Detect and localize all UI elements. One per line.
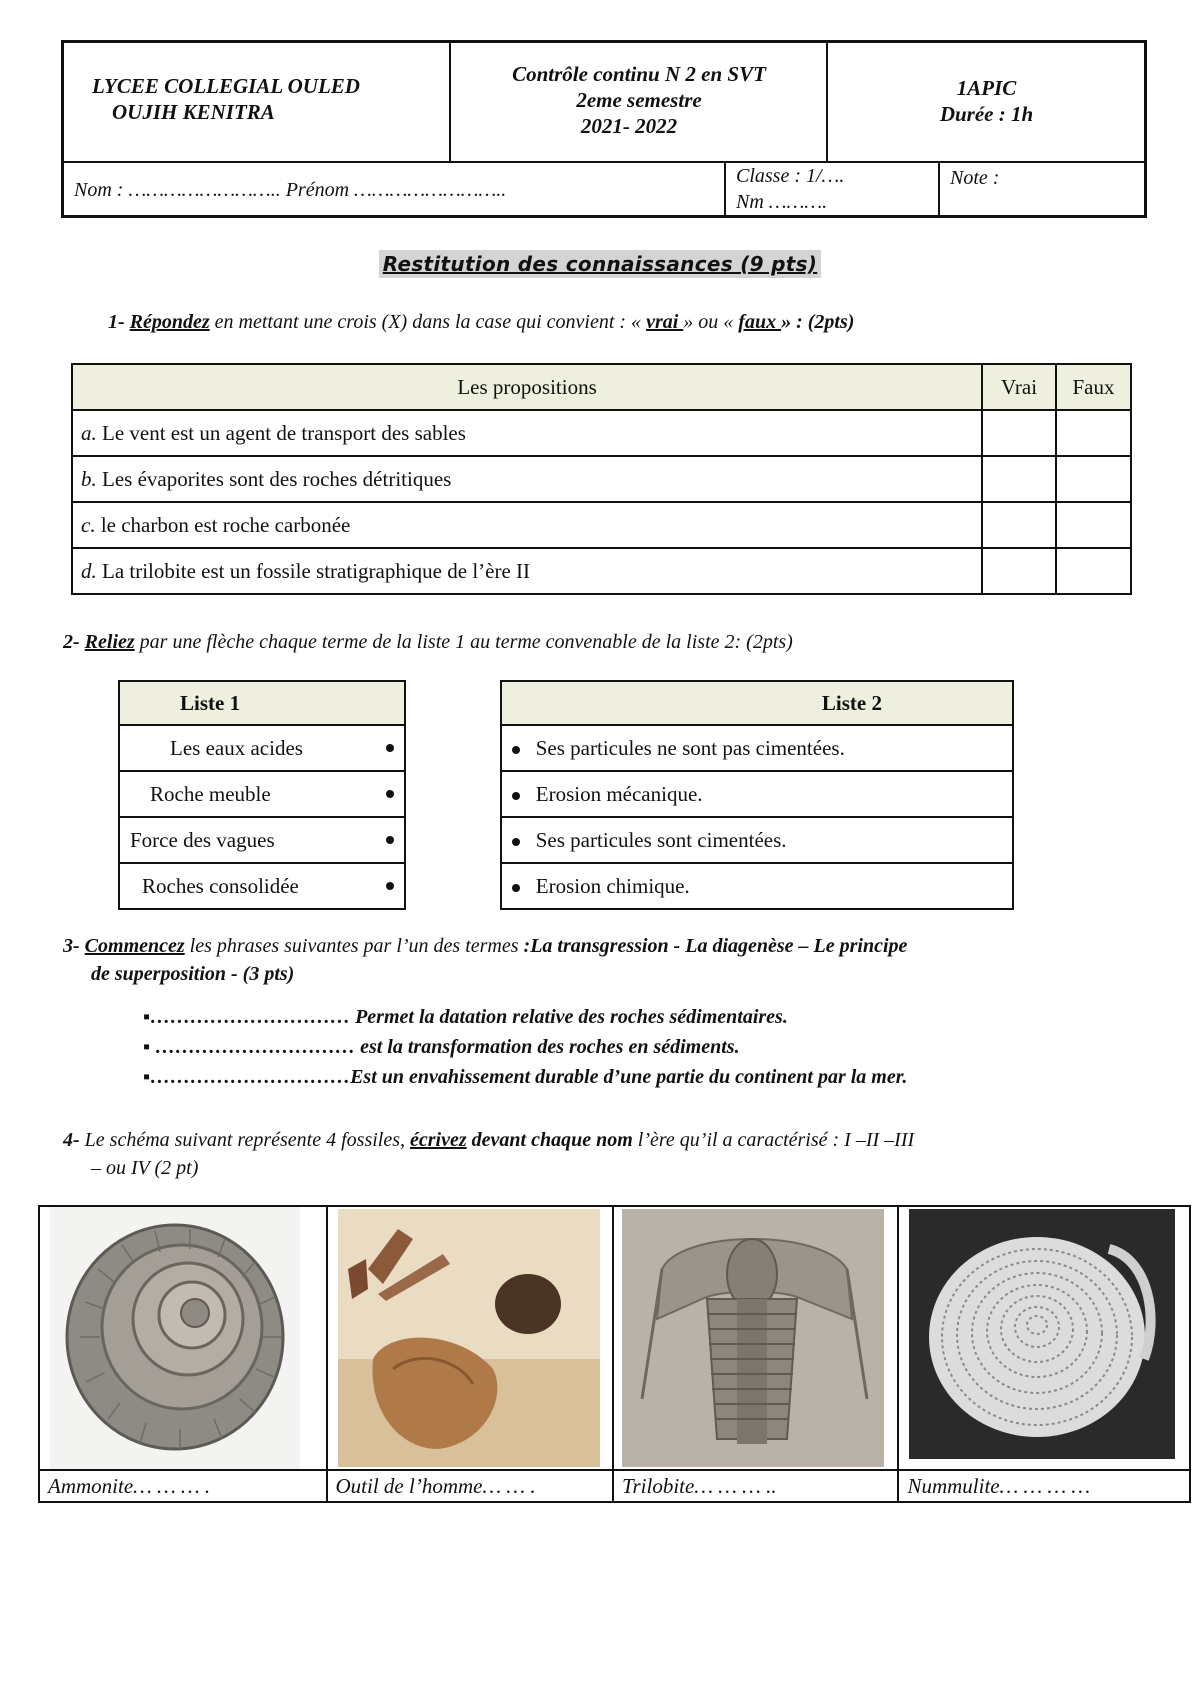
bullet-dot-icon[interactable] [386,882,394,890]
school-name: LYCEE COLLEGIAL OULED OUJIH KENITRA [92,74,360,124]
question-1: 1- Répondez en mettant une crois (X) dans la case qui convient : « vrai » ou « faux » : (2pts) [108,311,855,333]
bullet-dot-icon[interactable] [512,792,520,800]
liste-2-item[interactable]: Ses particules sont cimentées. [501,817,1013,863]
sentence-item: ▪…………………………Est un envahissement durable d’une partie du continent par la mer. [143,1066,908,1088]
liste-1-item[interactable]: Roche meuble [119,771,405,817]
trilobite-image [614,1207,897,1469]
liste-2-title: Liste 2 [501,681,1013,725]
sentence-item: ▪ ………………………… est la transformation des roches en sédiments. [143,1036,740,1058]
section-title: Restitution des connaissances (9 pts) [0,252,1200,276]
liste-1-title: Liste 1 [119,681,405,725]
liste-1-item[interactable]: Force des vagues [119,817,405,863]
header-box [61,40,1147,218]
fossil-caption: Trilobite… … … .. [613,1470,898,1502]
sentence-item: ▪………………………… Permet la datation relative des roches sédimentaires. [143,1006,788,1028]
note-field-label: Note : [950,167,1000,189]
faux-checkbox[interactable] [1056,502,1131,548]
table-row: d. La trilobite est un fossile stratigraphique de l’ère II [72,548,1131,594]
table-row: c. le charbon est roche carbonée [72,502,1131,548]
exam-info: Contrôle continu N 2 en SVT 2eme semestre 2021- 2022 [512,62,766,138]
liste-1-table [118,680,406,910]
table-row: a. Le vent est un agent de transport des sables [72,410,1131,456]
bullet-dot-icon[interactable] [386,790,394,798]
fossils-table [38,1205,1191,1503]
liste-2-item[interactable]: Ses particules ne sont pas cimentées. [501,725,1013,771]
bullet-dot-icon[interactable] [386,836,394,844]
col-propositions: Les propositions [72,364,982,410]
faux-checkbox[interactable] [1056,456,1131,502]
col-faux: Faux [1056,364,1131,410]
level-duration: 1APIC Durée : 1h [939,76,1034,126]
fossil-caption: Nummulite… … … … [898,1470,1190,1502]
liste-2-item[interactable]: Erosion mécanique. [501,771,1013,817]
faux-checkbox[interactable] [1056,548,1131,594]
class-field-label: Classe : 1/…. Nm ………. [736,165,845,213]
table-row: b. Les évaporites sont des roches détritiques [72,456,1131,502]
fossil-caption: Outil de l’homme… … . [327,1470,613,1502]
fossil-cell [327,1206,613,1470]
fossil-cell [898,1206,1190,1470]
col-vrai: Vrai [982,364,1056,410]
sentences-list [143,1002,907,1092]
name-field-label: Nom : …………………….. Prénom …………………….. [74,179,507,201]
nummulite-image [899,1207,1189,1469]
fossil-cell [39,1206,327,1470]
vrai-checkbox[interactable] [982,410,1056,456]
fossil-caption: Ammonite… … … . [39,1470,327,1502]
bullet-dot-icon[interactable] [386,744,394,752]
question-2: 2- Reliez par une flèche chaque terme de la liste 1 au terme convenable de la liste 2: (2pts) [63,631,793,653]
true-false-table [71,363,1132,595]
fossil-cell [613,1206,898,1470]
vrai-checkbox[interactable] [982,548,1056,594]
faux-checkbox[interactable] [1056,410,1131,456]
question-4: 4- Le schéma suivant représente 4 fossiles, écrivez devant chaque nom l’ère qu’il a caractérisé : I –II –III – ou IV (2 pt) [63,1129,915,1179]
liste-1-item[interactable]: Les eaux acides [119,725,405,771]
liste-1-item[interactable]: Roches consolidée [119,863,405,909]
bullet-dot-icon[interactable] [512,884,520,892]
bullet-dot-icon[interactable] [512,838,520,846]
vrai-checkbox[interactable] [982,456,1056,502]
liste-2-table [500,680,1014,910]
liste-2-item[interactable]: Erosion chimique. [501,863,1013,909]
question-3: 3- Commencez les phrases suivantes par l’un des termes :La transgression - La diagenèse – Le principe de superposition - (3 pts) [63,935,908,985]
ammonite-image [40,1207,326,1469]
stone-tools-image [328,1207,612,1469]
bullet-dot-icon[interactable] [512,746,520,754]
vrai-checkbox[interactable] [982,502,1056,548]
